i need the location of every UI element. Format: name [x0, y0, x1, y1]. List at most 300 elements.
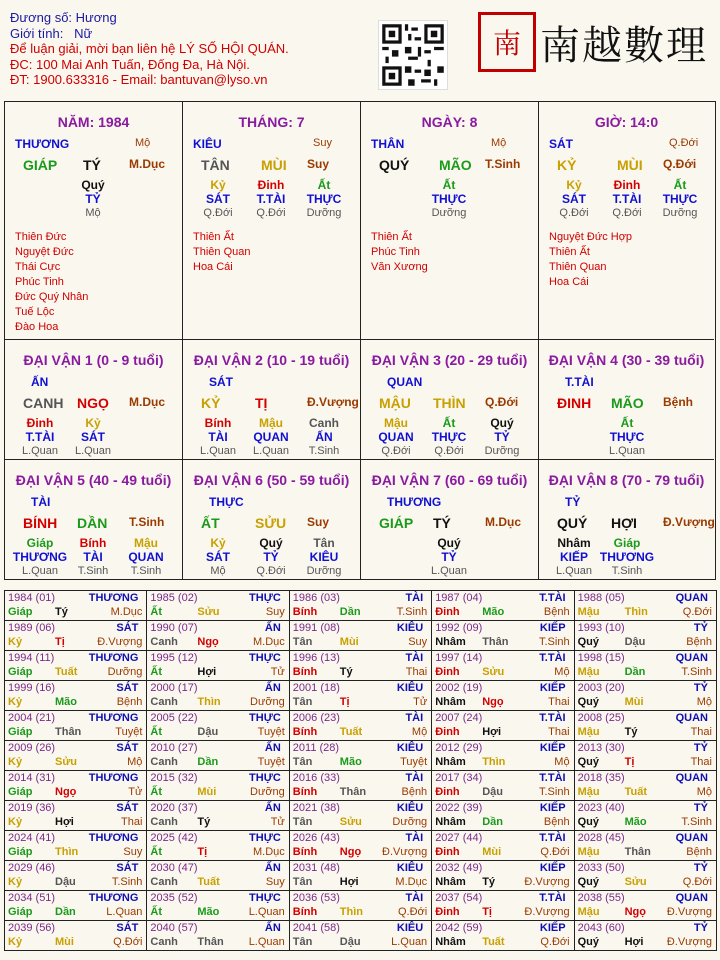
year-cell[interactable]: [4, 830, 147, 861]
year-cell[interactable]: [4, 680, 147, 711]
year-cell[interactable]: [4, 650, 147, 681]
hidden-life: T.Sinh: [77, 565, 109, 577]
year-life: Tử: [270, 666, 285, 678]
year-label: 2018 (35): [577, 772, 625, 784]
year-god: QUAN: [675, 712, 708, 724]
year-stem: Đinh: [435, 846, 460, 858]
year-god: ẤN: [264, 682, 281, 694]
pillar-god: SÁT: [549, 137, 573, 151]
year-cell[interactable]: [4, 740, 147, 771]
year-cell[interactable]: [574, 590, 717, 621]
year-label: 1998 (15): [577, 652, 625, 664]
dai-van-3[interactable]: [361, 340, 539, 460]
star-item: Phúc Tinh: [15, 276, 64, 288]
year-label: 2033 (50): [577, 862, 625, 874]
year-label: 1995 (12): [150, 652, 198, 664]
year-life: Tuyệt: [400, 756, 428, 768]
year-label: 1996 (13): [292, 652, 340, 664]
year-cell[interactable]: [289, 800, 432, 831]
year-cell[interactable]: [574, 770, 717, 801]
year-cell[interactable]: [289, 740, 432, 771]
year-god: T.TÀI: [539, 592, 566, 604]
year-stem: Tân: [292, 876, 313, 888]
year-cell[interactable]: [431, 890, 574, 921]
year-god: KIÊU: [396, 682, 424, 694]
year-cell[interactable]: [289, 920, 432, 951]
year-label: 1989 (06): [8, 622, 56, 634]
hidden-stem: Ất: [442, 178, 456, 192]
year-life: Tuyệt: [257, 726, 285, 738]
star-list: [549, 230, 632, 290]
year-life: Mộ: [554, 666, 570, 678]
dai-van-branch: TỊ: [255, 395, 268, 411]
year-life: Tử: [270, 816, 285, 828]
year-god: TỶ: [693, 862, 708, 874]
dai-van-life: M.Dục: [129, 395, 165, 409]
year-life: Dưỡng: [392, 816, 428, 828]
year-cell[interactable]: [431, 800, 574, 831]
year-life: Mộ: [411, 726, 428, 738]
year-cell[interactable]: [146, 770, 289, 801]
year-branch: Dậu: [339, 936, 361, 948]
year-label: 2024 (41): [8, 832, 56, 844]
year-branch: Mão: [55, 696, 77, 708]
hidden-god: THỰC: [431, 430, 467, 444]
year-label: 2005 (22): [150, 712, 198, 724]
year-cell[interactable]: [431, 740, 574, 771]
dai-van-5[interactable]: [5, 460, 183, 580]
pillar-title: GIỜ: 14:0: [594, 114, 659, 130]
year-life: Đ.Vượng: [382, 846, 428, 858]
year-god: TỶ: [693, 682, 708, 694]
year-branch: Tị: [624, 756, 635, 768]
year-life: Q.Đới: [397, 906, 428, 918]
year-cell[interactable]: [574, 800, 717, 831]
year-stem: Nhâm: [435, 936, 466, 948]
year-life: T.Sinh: [539, 636, 570, 648]
pillar-branch-right: Q.Đới: [663, 157, 697, 171]
hidden-life: L.Quan: [21, 565, 59, 577]
star-item: Đức Quý Nhân: [15, 291, 89, 303]
dai-van-life: Bệnh: [663, 395, 693, 409]
star-item: Nguyệt Đức Hợp: [549, 231, 633, 243]
hidden-stem: Mậu: [259, 416, 283, 430]
year-branch: Tuất: [197, 876, 220, 888]
year-cell[interactable]: [574, 830, 717, 861]
year-branch: Sửu: [339, 816, 362, 828]
year-god: THỰC: [249, 592, 281, 604]
year-stem: Bính: [292, 606, 318, 618]
year-life: Tuyệt: [257, 756, 285, 768]
hidden-life: T.Sinh: [611, 565, 643, 577]
year-cell[interactable]: [4, 620, 147, 651]
year-god: KIẾP: [539, 802, 566, 814]
hidden-god: THƯƠNG: [599, 550, 655, 564]
hidden-stem: Tân: [313, 536, 335, 550]
year-cell[interactable]: [289, 770, 432, 801]
year-branch: Hợi: [55, 816, 74, 828]
pillar-0: [5, 102, 183, 340]
year-stem: Tân: [292, 816, 313, 828]
dai-van-4[interactable]: [539, 340, 714, 460]
dai-van-life: Đ.Vượng: [663, 515, 715, 529]
year-god: THỰC: [249, 712, 281, 724]
owner-name: Đương số: Hương: [10, 10, 117, 25]
year-cell[interactable]: [431, 710, 574, 741]
year-god: SÁT: [116, 682, 139, 694]
year-label: 2007 (24): [435, 712, 483, 724]
year-stem: Canh: [150, 876, 178, 888]
year-cell[interactable]: [146, 740, 289, 771]
year-life: Mộ: [554, 756, 570, 768]
year-cell[interactable]: [431, 830, 574, 861]
year-stem: Quý: [577, 756, 599, 768]
year-branch: Tuất: [55, 666, 78, 678]
year-god: TỶ: [693, 802, 708, 814]
contact-line: Để luận giải, mời bạn liên hệ LÝ SỐ HỘI QUÁN.: [10, 41, 289, 56]
year-branch: Tý: [482, 876, 496, 888]
qr-code-icon[interactable]: [378, 20, 448, 90]
pillar-branch-right: M.Dục: [129, 157, 165, 171]
hidden-life: Q.Đới: [612, 207, 642, 219]
star-list: [193, 230, 250, 275]
year-god: KIÊU: [396, 622, 424, 634]
year-stem: Canh: [150, 696, 178, 708]
year-branch: Dần: [482, 816, 503, 828]
hidden-stem: Mậu: [384, 416, 408, 430]
year-cell[interactable]: [431, 650, 574, 681]
year-life: Đ.Vượng: [666, 936, 712, 948]
year-branch: Tị: [197, 846, 208, 858]
year-cell[interactable]: [4, 770, 147, 801]
year-label: 2031 (48): [292, 862, 340, 874]
year-cell[interactable]: [431, 590, 574, 621]
pillar-branch: MÃO: [439, 157, 472, 173]
year-cell[interactable]: [4, 590, 147, 621]
pillar-branch: MÙI: [617, 157, 643, 173]
hidden-stem: Bính: [79, 536, 107, 550]
year-stem: Giáp: [8, 606, 33, 618]
pillar-stem: QUÝ: [379, 157, 410, 173]
year-branch: Dần: [197, 756, 219, 768]
star-item: Thiên Quan: [193, 246, 251, 258]
year-branch: Thân: [197, 936, 224, 948]
year-cell[interactable]: [146, 920, 289, 951]
year-god: SÁT: [116, 862, 139, 874]
year-label: 2029 (46): [8, 862, 56, 874]
year-god: T.TÀI: [539, 832, 566, 844]
year-branch: Tị: [55, 636, 65, 648]
year-god: TÀI: [405, 592, 424, 604]
hidden-life: Q.Đới: [256, 207, 286, 219]
hidden-stem: Kỷ: [566, 178, 582, 192]
star-item: Hoa Cái: [549, 276, 589, 288]
year-label: 1994 (11): [8, 652, 55, 664]
year-life: Q.Đới: [540, 936, 570, 948]
hidden-life: Q.Đới: [203, 207, 233, 219]
year-god: TÀI: [405, 772, 424, 784]
year-god: QUAN: [675, 592, 708, 604]
year-cell[interactable]: [4, 920, 147, 951]
dai-van-7[interactable]: [361, 460, 539, 580]
year-cell[interactable]: [574, 710, 717, 741]
year-god: TỶ: [693, 622, 708, 634]
hidden-god: T.TÀI: [256, 192, 286, 206]
star-item: Thiên Quan: [549, 261, 607, 273]
year-cell[interactable]: [289, 680, 432, 711]
year-branch: Thân: [624, 846, 651, 858]
year-label: 2015 (32): [150, 772, 198, 784]
year-cell[interactable]: [146, 710, 289, 741]
year-branch: Sửu: [55, 756, 78, 768]
year-cell[interactable]: [289, 650, 432, 681]
year-label: 2034 (51): [8, 892, 56, 904]
year-god: QUAN: [675, 772, 708, 784]
dai-van-branch: MÃO: [611, 395, 644, 411]
year-stem: Canh: [150, 756, 178, 768]
year-cell[interactable]: [146, 890, 289, 921]
year-god: SÁT: [116, 742, 139, 754]
star-item: Văn Xương: [371, 261, 428, 273]
year-life: Đ.Vượng: [666, 906, 712, 918]
year-stem: Giáp: [8, 666, 33, 678]
year-life: Mộ: [696, 786, 712, 798]
year-life: Suy: [408, 636, 428, 648]
year-god: TÀI: [405, 832, 424, 844]
year-cell[interactable]: [431, 620, 574, 651]
year-life: Suy: [265, 606, 285, 618]
dai-van-2[interactable]: [183, 340, 361, 460]
year-life: Tử: [128, 786, 143, 798]
year-stem: Kỷ: [8, 816, 23, 828]
year-life: T.Sinh: [396, 606, 428, 618]
pillar-god-right: Suy: [313, 137, 332, 149]
dai-van-stem: ẤT: [201, 515, 220, 531]
year-label: 2032 (49): [435, 862, 483, 874]
dai-van-8[interactable]: [539, 460, 714, 580]
dai-van-stem: QUÝ: [557, 515, 588, 531]
year-god: T.TÀI: [539, 772, 566, 784]
year-stem: Mậu: [577, 666, 600, 678]
year-life: L.Quan: [248, 906, 285, 918]
year-stem: Ất: [150, 666, 162, 678]
year-god: THỰC: [249, 892, 281, 904]
year-cell[interactable]: [4, 710, 147, 741]
year-stem: Kỷ: [8, 636, 23, 648]
year-branch: Mùi: [55, 936, 74, 948]
year-life: Suy: [265, 876, 285, 888]
seal-logo: 南: [478, 12, 536, 72]
year-stem: Bính: [292, 906, 318, 918]
pillar-god: THÂN: [371, 137, 405, 151]
year-stem: Quý: [577, 636, 599, 648]
hidden-god: TỶ: [263, 550, 279, 564]
year-stem: Canh: [150, 636, 178, 648]
year-label: 2010 (27): [150, 742, 198, 754]
year-cell[interactable]: [146, 650, 289, 681]
dai-van-1[interactable]: [5, 340, 183, 460]
year-cell[interactable]: [574, 890, 717, 921]
year-life: Thai: [690, 726, 712, 738]
year-cell[interactable]: [146, 800, 289, 831]
dai-van-life: T.Sinh: [129, 515, 165, 529]
year-cell[interactable]: [431, 770, 574, 801]
year-god: THƯƠNG: [88, 712, 139, 724]
year-life: Q.Đới: [682, 876, 712, 888]
year-stem: Mậu: [577, 906, 600, 918]
pillar-branch: MÙI: [261, 157, 287, 173]
year-label: 2030 (47): [150, 862, 198, 874]
dai-van-god: ẤN: [31, 375, 49, 389]
dai-van-branch: DẦN: [77, 515, 108, 531]
year-cell[interactable]: [431, 860, 574, 891]
year-life: T.Sinh: [111, 876, 143, 888]
year-stem: Nhâm: [435, 816, 466, 828]
year-stem: Giáp: [8, 906, 33, 918]
year-stem: Kỷ: [8, 696, 23, 708]
year-god: QUAN: [675, 892, 708, 904]
hidden-life: L.Quan: [555, 565, 593, 577]
hidden-god: THỰC: [306, 192, 342, 206]
year-cell[interactable]: [574, 620, 717, 651]
year-label: 1986 (03): [292, 592, 340, 604]
year-cell[interactable]: [4, 800, 147, 831]
year-cell[interactable]: [289, 620, 432, 651]
hidden-god: T.TÀI: [25, 430, 55, 444]
year-god: SÁT: [116, 622, 139, 634]
year-life: Thai: [690, 756, 712, 768]
hidden-stem: Quý: [490, 416, 514, 430]
year-god: ẤN: [264, 742, 281, 754]
year-stem: Ất: [150, 606, 162, 618]
hidden-god: QUAN: [128, 550, 164, 564]
year-cell[interactable]: [4, 860, 147, 891]
year-life: Tử: [413, 696, 428, 708]
year-cell[interactable]: [574, 650, 717, 681]
phone-email-line: ĐT: 1900.633316 - Email: bantuvan@lyso.vn: [10, 72, 268, 87]
year-cell[interactable]: [289, 710, 432, 741]
year-god: SÁT: [116, 922, 139, 934]
hidden-life: L.Quan: [430, 565, 468, 577]
hidden-life: Mộ: [85, 207, 101, 219]
year-god: TÀI: [405, 652, 424, 664]
year-branch: Thân: [339, 786, 367, 798]
hidden-stem: Bính: [204, 416, 232, 430]
year-cell[interactable]: [431, 680, 574, 711]
year-branch: Tý: [339, 666, 353, 678]
year-branch: Mùi: [624, 696, 644, 708]
year-branch: Tuất: [482, 936, 505, 948]
hidden-life: Mộ: [210, 565, 226, 577]
pillar-god-right: Q.Đới: [669, 137, 699, 149]
year-god: THƯƠNG: [88, 832, 139, 844]
dai-van-stem: KỶ: [201, 395, 221, 411]
year-stem: Đinh: [435, 606, 460, 618]
year-cell[interactable]: [574, 680, 717, 711]
year-stem: Canh: [150, 816, 178, 828]
pillar-branch: TÝ: [83, 157, 101, 173]
year-life: Q.Đới: [540, 846, 570, 858]
year-stem: Ất: [150, 786, 162, 798]
year-stem: Canh: [150, 936, 178, 948]
year-branch: Sửu: [624, 876, 647, 888]
year-stem: Tân: [292, 696, 313, 708]
year-label: 2009 (26): [8, 742, 56, 754]
year-cell[interactable]: [146, 590, 289, 621]
pillar-grid: [4, 101, 716, 580]
pillar-stem: KỶ: [557, 157, 577, 173]
year-branch: Sửu: [482, 666, 505, 678]
year-label: 1984 (01): [8, 592, 56, 604]
year-stem: Kỷ: [8, 756, 23, 768]
dai-van-life: Q.Đới: [485, 395, 519, 409]
hidden-life: L.Quan: [21, 445, 59, 457]
hidden-life: Dưỡng: [306, 207, 342, 219]
year-stem: Đinh: [435, 786, 460, 798]
year-branch: Ngọ: [55, 786, 77, 798]
star-item: Nguyệt Đức: [15, 246, 74, 258]
year-cell[interactable]: [574, 860, 717, 891]
pillar-2: [361, 102, 539, 340]
year-label: 2042 (59): [435, 922, 483, 934]
year-cell[interactable]: [289, 830, 432, 861]
year-life: L.Quan: [391, 936, 428, 948]
dai-van-branch: THÌN: [433, 395, 466, 411]
hidden-stem: Ất: [620, 416, 634, 430]
year-cell[interactable]: [431, 920, 574, 951]
year-life: Bệnh: [543, 606, 570, 618]
year-label: 2002 (19): [435, 682, 483, 694]
gender: [10, 26, 289, 42]
year-cell[interactable]: [4, 890, 147, 921]
year-label: 2039 (56): [8, 922, 56, 934]
hidden-life: T.Sinh: [308, 445, 340, 457]
dai-van-6[interactable]: [183, 460, 361, 580]
year-god: KIẾP: [539, 862, 566, 874]
year-cell[interactable]: [289, 590, 432, 621]
dai-van-god: T.TÀI: [565, 375, 594, 389]
year-branch: Mão: [624, 816, 647, 828]
hidden-life: Dưỡng: [431, 207, 467, 219]
hidden-stem: Đinh: [26, 416, 54, 430]
year-cell[interactable]: [146, 680, 289, 711]
year-cell[interactable]: [289, 860, 432, 891]
hidden-god: THỰC: [609, 430, 645, 444]
year-cell[interactable]: [146, 620, 289, 651]
pillar-branch-right: Suy: [307, 157, 330, 171]
year-cell[interactable]: [574, 740, 717, 771]
year-stem: Bính: [292, 846, 318, 858]
year-cell[interactable]: [574, 920, 717, 951]
year-god: THỰC: [249, 652, 281, 664]
year-life: Bệnh: [543, 816, 570, 828]
year-god: KIẾP: [539, 622, 566, 634]
year-label: 2043 (60): [577, 922, 625, 934]
year-cell[interactable]: [146, 860, 289, 891]
hidden-stem: Kỷ: [85, 416, 101, 430]
year-life: L.Quan: [248, 936, 285, 948]
gender-value: Nữ: [74, 25, 93, 41]
year-stem: Mậu: [577, 846, 600, 858]
dai-van-title: ĐẠI VẬN 2 (10 - 19 tuổi): [193, 352, 350, 368]
dai-van-title: ĐẠI VẬN 4 (30 - 39 tuổi): [548, 352, 705, 368]
year-cell[interactable]: [146, 830, 289, 861]
hidden-god: KIÊU: [309, 550, 339, 564]
year-label: 2013 (30): [577, 742, 625, 754]
year-cell[interactable]: [289, 890, 432, 921]
owner-info: [10, 10, 289, 88]
year-label: 1999 (16): [8, 682, 56, 694]
